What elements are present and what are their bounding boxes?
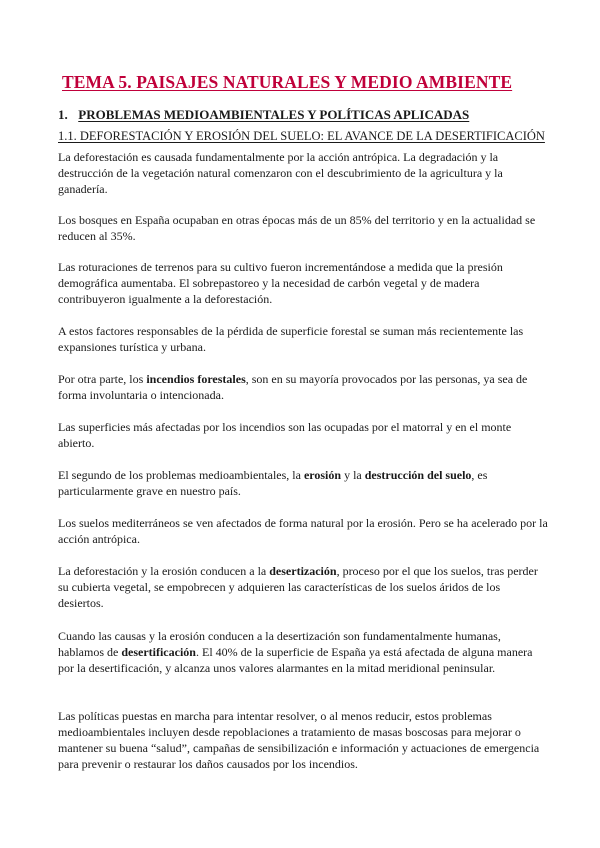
subsection-heading: 1.1. DEFORESTACIÓN Y EROSIÓN DEL SUELO: EL AVANCE DE LA DESERTIFICACIÓN [58, 129, 545, 143]
paragraph-10-text-c: . El 40% de la superficie de España ya está afectada de alguna manera por la desertificación, y alcanza unos valores alarmantes en la mitad meridional peninsular. [58, 645, 533, 675]
paragraph-10-bold-desertificacion: desertificación [121, 645, 196, 659]
paragraph-6: Las superficies más afectadas por los incendios son las ocupadas por el matorral y en el monte abierto. [58, 420, 512, 450]
paragraph-2: Los bosques en España ocupaban en otras épocas más de un 85% del territorio y en la actualidad se reducen al 35%. [58, 213, 536, 243]
paragraph-9-text-a: La deforestación y la erosión conducen a la [58, 564, 270, 578]
paragraph-7-text-e: , es particularmente grave en nuestro país. [58, 468, 488, 498]
section-number: 1. [58, 107, 68, 122]
paragraph-7-bold-erosion: erosión [303, 468, 342, 482]
paragraph-5-bold-incendios: incendios forestales [146, 372, 246, 386]
section-heading [58, 107, 558, 123]
paragraph-10-text-a: Cuando las causas y la erosión conducen a la desertización son fundamentalmente humanas, hablamos de [58, 629, 501, 659]
paragraph-1: La deforestación es causada fundamentalmente por la acción antrópica. La degradación y la destrucción de la vegetación natural comenzaron con el descubrimiento de la agricultura y la ganadería. [58, 150, 503, 196]
paragraph-9-bold-desertizacion: desertización [269, 564, 337, 578]
paragraph-9 [58, 563, 548, 611]
paragraph-5 [58, 371, 548, 403]
paragraph-3: Las roturaciones de terrenos para su cultivo fueron incrementándose a medida que la presión demográfica aumentaba. El sobrepastoreo y la necesidad de carbón vegetal y de madera contribuyeron igualmente a la deforestación. [58, 260, 503, 306]
paragraph-7-bold-destruccion: destrucción del suelo [364, 468, 472, 482]
paragraph-9-text-c: , proceso por el que los suelos, tras perder su cubierta vegetal, se empobrecen y adquieren las características de los suelos áridos de los desiertos. [58, 564, 538, 610]
paragraph-4: A estos factores responsables de la pérdida de superficie forestal se suman más recientemente las expansiones turística y urbana. [58, 324, 524, 354]
paragraph-10 [58, 628, 548, 676]
section-heading-text: PROBLEMAS MEDIOAMBIENTALES Y POLÍTICAS APLICADAS [78, 107, 470, 122]
page-title: TEMA 5. PAISAJES NATURALES Y MEDIO AMBIENTE [62, 72, 513, 92]
paragraph-7-text-a: El segundo de los problemas medioambientales, la [58, 468, 304, 482]
paragraph-7-text-c: y la [341, 468, 365, 482]
paragraph-5-text-c: , son en su mayoría provocados por las personas, ya sea de forma involuntaria o intencionada. [58, 372, 528, 402]
paragraph-8: Los suelos mediterráneos se ven afectados de forma natural por la erosión. Pero se ha acelerado por la acción antrópica. [58, 516, 548, 546]
paragraph-11: Las políticas puestas en marcha para intentar resolver, o al menos reducir, estos problemas medioambientales incluyen desde repoblaciones a tratamiento de masas boscosas para mejorar o mantener su buena “salud”, campañas de sensibilización e información y actuaciones de emergencia para prevenir o restaurar los daños causados por los incendios. [58, 709, 540, 771]
paragraph-7 [58, 467, 548, 499]
paragraph-5-text-a: Por otra parte, los [58, 372, 147, 386]
